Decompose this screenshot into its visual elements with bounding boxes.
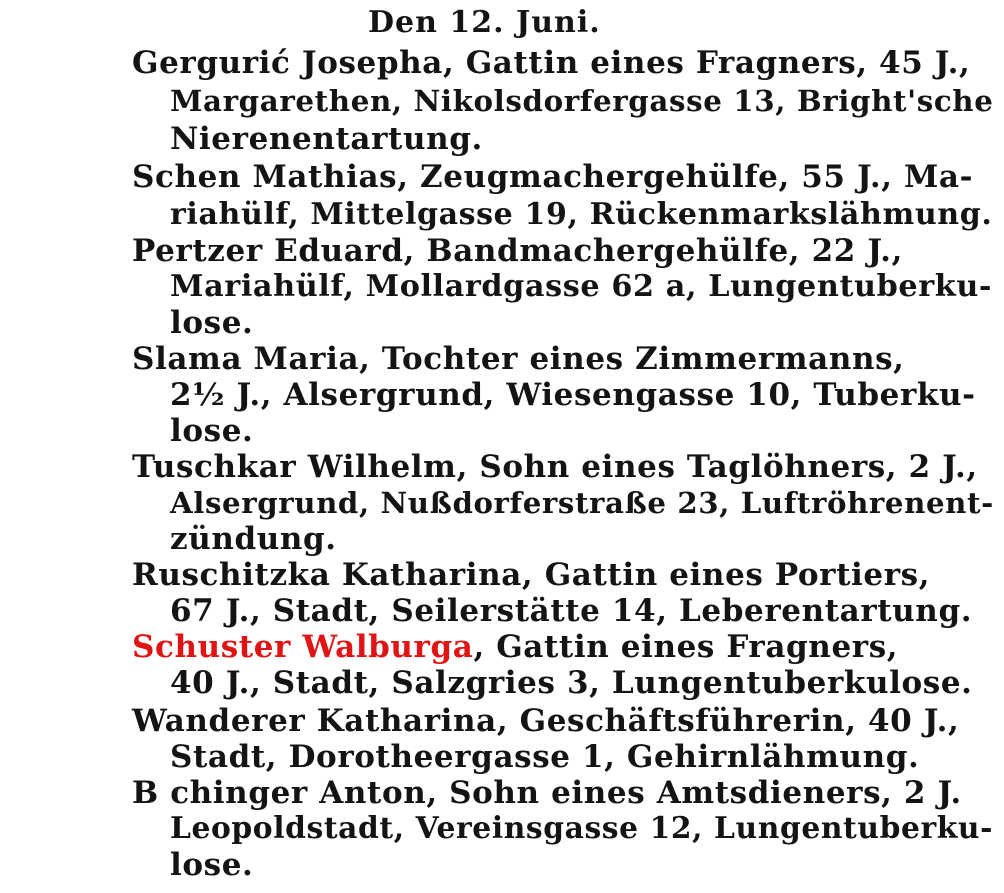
entry-line: Nierenentartung.: [170, 121, 483, 157]
entry-line: lose.: [170, 413, 254, 449]
entry-line: Tuschkar Wilhelm, Sohn eines Taglöhners, 2 J.,: [132, 449, 978, 485]
entry-line: Mariahülf, Mollardgasse 62 a, Lungentuberku-: [170, 269, 993, 304]
entry-line: lose.: [170, 847, 254, 883]
entry-line-rest: , Gattin eines Fragners,: [473, 629, 899, 665]
entry-line: 40 J., Stadt, Salzgries 3, Lungentuberkulose.: [170, 665, 973, 701]
entry-line: Margarethen, Nikolsdorfergasse 13, Bright'sche: [170, 83, 994, 118]
entry-line: Schen Mathias, Zeugmachergehülfe, 55 J., Ma-: [132, 159, 974, 195]
entry-line: Gergurić Josepha, Gattin eines Fragners, 45 J.,: [132, 45, 971, 81]
entry-line: Stadt, Dorotheergasse 1, Gehirnlähmung.: [170, 739, 920, 775]
entry-line: 2½ J., Alsergrund, Wiesengasse 10, Tuberku-: [170, 377, 976, 413]
entry-line: Alsergrund, Nußdorferstraße 23, Luftröhrenent-: [170, 486, 994, 520]
entry-line: Slama Maria, Tochter eines Zimmermanns,: [132, 341, 905, 377]
entry-line: 67 J., Stadt, Seilerstätte 14, Leberentartung.: [170, 593, 973, 629]
date-heading: Den 12. Juni.: [368, 5, 601, 40]
entry-line: [132, 628, 898, 666]
highlighted-name: Schuster Walburga: [132, 629, 474, 665]
entry-line: riahülf, Mittelgasse 19, Rückenmarkslähmung.: [170, 197, 993, 232]
entry-line: Leopoldstadt, Vereinsgasse 12, Lungentuberku-: [170, 811, 994, 846]
entry-line: Pertzer Eduard, Bandmachergehülfe, 22 J.,: [132, 233, 903, 269]
entry-line: B chinger Anton, Sohn eines Amtsdieners, 2 J.: [132, 775, 962, 811]
entry-line: Wanderer Katharina, Geschäftsführerin, 40 J.,: [132, 703, 960, 739]
entry-line: lose.: [170, 305, 254, 341]
entry-line: zündung.: [170, 521, 337, 557]
entry-line: Ruschitzka Katharina, Gattin eines Portiers,: [132, 557, 931, 593]
